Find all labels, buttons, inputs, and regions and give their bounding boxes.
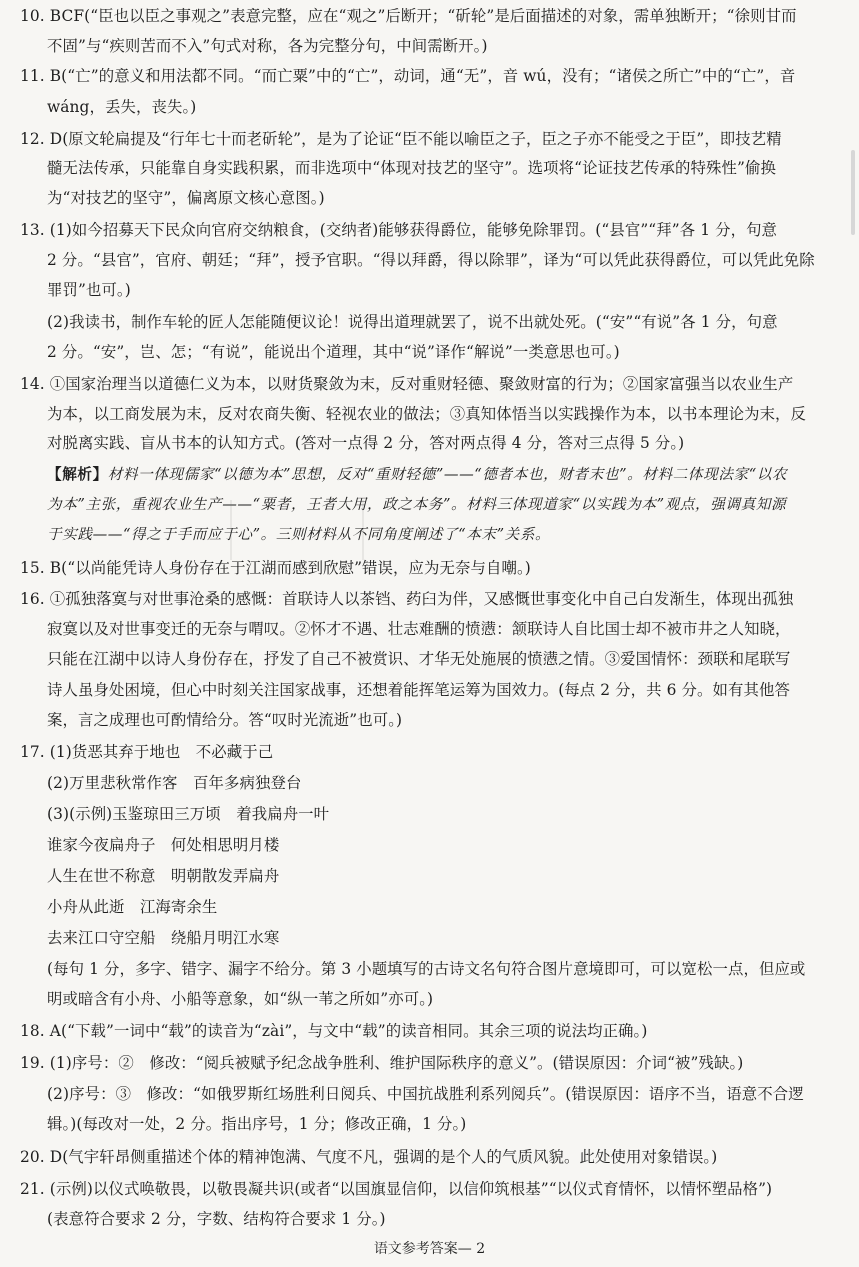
q20-line-1: 20. D(气宇轩昂侧重描述个体的精神饱满、气度不凡，强调的是个人的气质风貌。此处使用对象错误。) <box>20 1148 718 1166</box>
q11-line-1: 11. B(“亡”的意义和用法都不同。“而亡粟”中的“亡”，动词，通“无”，音 wú，没有；“诸侯之所亡”中的“亡”，音 <box>20 67 796 85</box>
q17-line-5: 人生在世不称意 明朝散发弄扁舟 <box>47 867 280 885</box>
q13-line-2: 2 分。“县官”，官府、朝廷；“拜”，授予官职。“得以拜爵，得以除罪”，译为“可以凭此获得爵位，可以凭此免除 <box>47 251 815 269</box>
q13-line-1: 13. (1)如今招募天下民众向官府交纳粮食，(交纳者)能够获得爵位，能够免除罪罚。(“县官”“拜”各 1 分，句意 <box>20 221 778 239</box>
q19-line-1: 19. (1)序号：② 修改：“阅兵被赋予纪念战争胜利、维护国际秩序的意义”。(错误原因：介词“被”残缺。) <box>20 1054 744 1072</box>
q18-line-1: 18. A(“下载”一词中“载”的读音为“zài”，与文中“载”的读音相同。其余三项的说法均正确。) <box>20 1022 648 1040</box>
q11-line-2: wáng，丢失，丧失。) <box>47 98 197 116</box>
q16-line-5: 案，言之成理也可酌情给分。答“叹时光流逝”也可。) <box>47 711 403 729</box>
q19-line-3: 辑。)(每改对一处，2 分。指出序号，1 分；修改正确，1 分。) <box>47 1115 467 1133</box>
q16-line-1: 16. ①孤独落寞与对世事沧桑的感慨：首联诗人以茶铛、药臼为伴，又感慨世事变化中自己白发渐生，体现出孤独 <box>20 590 794 608</box>
q14-line-1: 14. ①国家治理当以道德仁义为本，以财货聚敛为末，反对重财轻德、聚敛财富的行为；②国家富强当以农业生产 <box>20 375 794 393</box>
q15-line-1: 15. B(“以尚能凭诗人身份存在于江湖而感到欣慰”错误，应为无奈与自嘲。) <box>20 559 531 577</box>
q14-line-3: 对脱离实践、盲从书本的认知方式。(答对一点得 2 分，答对两点得 4 分，答对三点得 5 分。) <box>47 434 685 452</box>
q10-line-1: 10. BCF(“臣也以臣之事观之”表意完整，应在“观之”后断开；“斫轮”是后面描述的对象，需单独断开；“徐则甘而 <box>20 7 797 25</box>
q12-line-2: 髓无法传承，只能靠自身实践积累，而非选项中“体现对技艺的坚守”。选项将“论证技艺传承的特殊性”偷换 <box>47 159 776 177</box>
q14-line-2: 为本，以工商发展为末，反对农商失衡、轻视农业的做法；③真知体悟当以实践操作为本，以书本理论为末，反 <box>47 405 807 423</box>
q14-analysis-line-2: 为本”主张，重视农业生产——“粟者，王者大用，政之本务”。材料三体现道家“以实践为本”观点，强调真知源 <box>47 496 787 513</box>
q17-line-1: 17. (1)货恶其弃于地也 不必藏于己 <box>20 743 274 761</box>
q19-line-2: (2)序号：③ 修改：“如俄罗斯红场胜利日阅兵、中国抗战胜利系列阅兵”。(错误原因：语序不当，语意不合逻 <box>47 1085 804 1103</box>
q16-line-3: 只能在江湖中以诗人身份存在，抒发了自己不被赏识、才华无处施展的愤懑之情。③爱国情怀：颈联和尾联写 <box>47 650 791 668</box>
q13-line-3: 罪罚”也可。) <box>47 281 131 299</box>
q16-line-2: 寂寞以及对世事变迁的无奈与喟叹。②怀才不遇、壮志难酬的愤懑：颔联诗人自比国士却不被市井之人知晓， <box>47 620 791 638</box>
q13-line-4: (2)我读书，制作车轮的匠人怎能随便议论！说得出道理就罢了，说不出就处死。(“安”“有说”各 1 分，句意 <box>47 313 778 331</box>
q16-line-4: 诗人虽身处困境，但心中时刻关注国家战事，还想着能挥笔运筹为国效力。(每点 2 分，共 6 分。如有其他答 <box>47 681 790 699</box>
q14-analysis-line-3: 于实践——“得之于手而应于心”。三则材料从不同角度阐述了“本末”关系。 <box>47 526 551 543</box>
q12-line-1: 12. D(原文轮扁提及“行年七十而老斫轮”，是为了论证“臣不能以喻臣之子，臣之子亦不能受之于臣”，即技艺精 <box>20 130 782 148</box>
q13-line-5: 2 分。“安”，岂、怎；“有说”，能说出个道理，其中“说”译作“解说”一类意思也可。) <box>47 343 620 361</box>
q17-line-2: (2)万里悲秋常作客 百年多病独登台 <box>47 774 302 792</box>
q17-line-9: 明或暗含有小舟、小船等意象，如“纵一苇之所如”亦可。) <box>47 990 434 1008</box>
q21-line-1: 21. (示例)以仪式唤敬畏，以敬畏凝共识(或者“以国旗显信仰，以信仰筑根基”“以仪式育情怀，以情怀塑品格”) <box>20 1180 773 1198</box>
q14-analysis-line-1 <box>47 465 841 485</box>
page-footer: 语文参考答案— 2 <box>373 1241 486 1257</box>
q17-line-3: (3)(示例)玉鉴琼田三万顷 着我扁舟一叶 <box>47 805 330 823</box>
q17-line-8: (每句 1 分，多字、错字、漏字不给分。第 3 小题填写的古诗文名句符合图片意境即可，可以宽松一点，但应或 <box>47 960 806 978</box>
q17-line-6: 小舟从此逝 江海寄余生 <box>47 898 218 916</box>
q17-line-7: 去来江口守空船 绕船月明江水寒 <box>47 929 280 947</box>
scrollbar-thumb[interactable] <box>851 150 855 235</box>
q12-line-3: 为“对技艺的坚守”，偏离原文核心意图。) <box>47 189 325 207</box>
watermark <box>230 500 364 560</box>
analysis-tag: 【解析】 <box>47 466 108 483</box>
q10-line-2: 不固”与“疾则苦而不入”句式对称，各为完整分句，中间需断开。) <box>47 37 488 55</box>
analysis-text: 材料一体现儒家“以德为本”思想，反对“重财轻德”——“德者本也，财者末也”。材料二体现法家“以农 <box>107 466 788 483</box>
q17-line-4: 谁家今夜扁舟子 何处相思明月楼 <box>47 836 280 854</box>
q21-line-2: (表意符合要求 2 分，字数、结构符合要求 1 分。) <box>47 1210 386 1228</box>
